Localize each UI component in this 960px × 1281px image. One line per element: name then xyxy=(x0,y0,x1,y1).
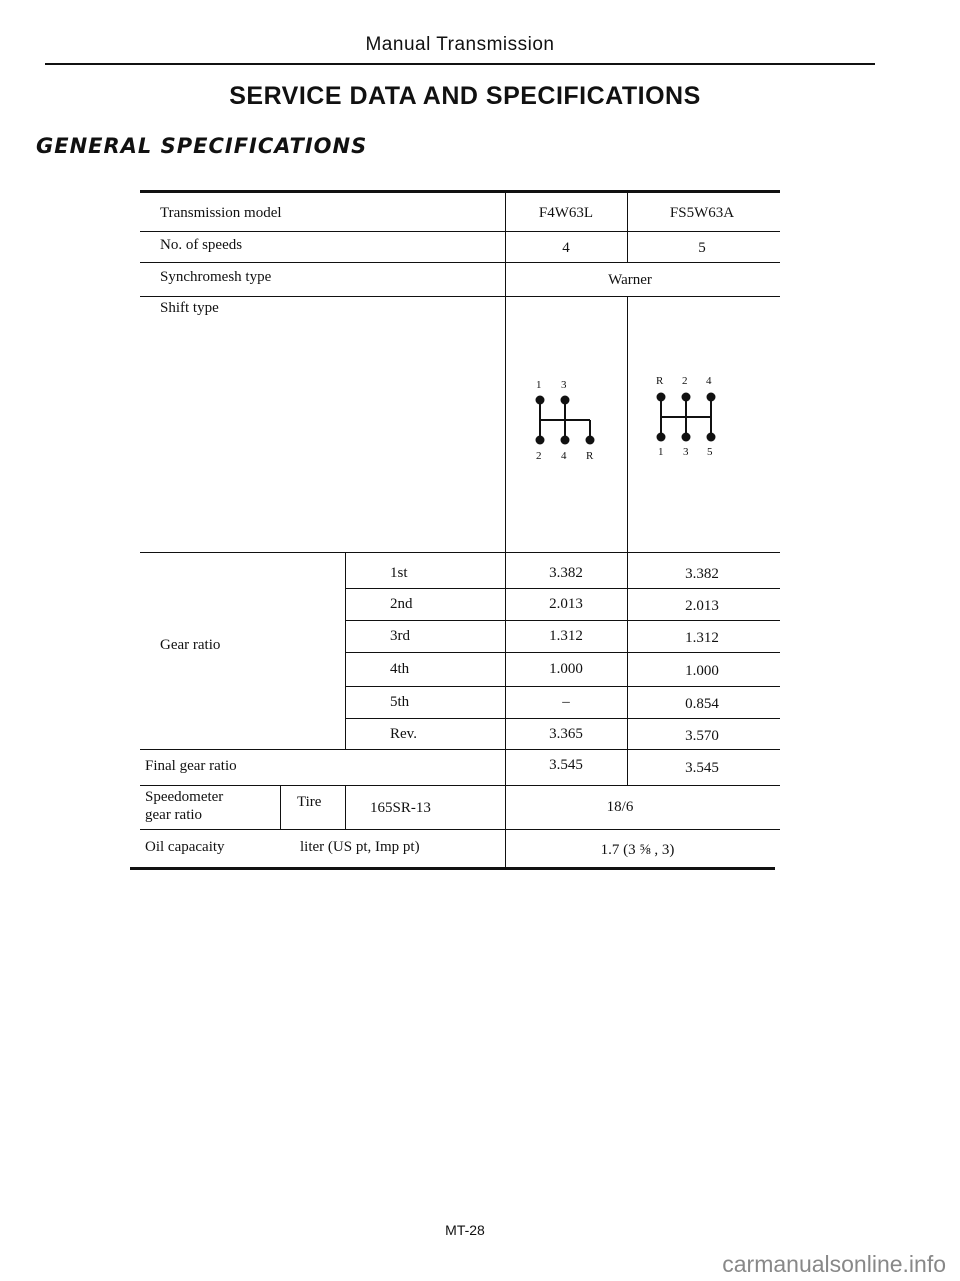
table-bottom-rule xyxy=(130,867,775,870)
gear-ratio-f4: – xyxy=(562,694,570,710)
shift-f5-bottom-5: 5 xyxy=(707,446,713,458)
shift-f5-top-4: 4 xyxy=(706,375,712,387)
row-rule xyxy=(345,588,780,589)
row-rule xyxy=(140,262,780,263)
final-gear-label: Final gear ratio xyxy=(145,758,237,774)
row-rule xyxy=(140,552,780,553)
gear-ratio-f4: 2.013 xyxy=(549,596,583,612)
gear-name: 4th xyxy=(390,661,410,677)
watermark: carmanualsonline.info xyxy=(722,1251,946,1277)
speedometer-label-line1: Speedometer xyxy=(145,789,224,805)
page-title: SERVICE DATA AND SPECIFICATIONS xyxy=(229,82,701,110)
gear-ratio-f5: 0.854 xyxy=(685,696,719,712)
gear-ratio-f4: 1.000 xyxy=(549,661,583,677)
tire-label: Tire xyxy=(297,794,322,810)
gear-ratio-f5: 3.570 xyxy=(685,728,719,744)
gear-ratio-f5: 2.013 xyxy=(685,598,719,614)
transmission-model-f5: FS5W63A xyxy=(669,205,735,221)
oil-capacity-unit: liter (US pt, Imp pt) xyxy=(300,839,420,855)
gear-ratio-f5: 3.382 xyxy=(685,566,719,582)
shift-pattern-f4-icon xyxy=(530,393,600,447)
row-rule xyxy=(140,749,780,750)
row-rule xyxy=(345,718,780,719)
shift-f5-top-2: 2 xyxy=(682,375,688,387)
shift-type-label: Shift type xyxy=(160,300,219,316)
shift-f4-top-3: 3 xyxy=(561,379,567,391)
gear-ratio-f4: 3.365 xyxy=(549,726,583,742)
oil-capacity-value: 1.7 (3 ⅝ , 3) xyxy=(600,842,675,858)
gear-name: Rev. xyxy=(390,726,417,742)
row-rule xyxy=(345,686,780,687)
final-gear-f4: 3.545 xyxy=(549,757,583,773)
table-top-rule xyxy=(140,190,780,193)
shift-f4-top-1: 1 xyxy=(536,379,542,391)
speedometer-label-line2: gear ratio xyxy=(145,807,203,823)
col-rule xyxy=(280,785,281,829)
section-title: GENERAL SPECIFICATIONS xyxy=(36,134,368,158)
shift-pattern-f5-icon xyxy=(651,390,721,444)
synchromesh-label: Synchromesh type xyxy=(160,269,272,285)
col-rule xyxy=(345,785,346,829)
shift-f4-bottom-r: R xyxy=(586,450,594,462)
row-rule xyxy=(345,652,780,653)
row-rule xyxy=(140,231,780,232)
shift-f4-bottom-2: 2 xyxy=(536,450,542,462)
transmission-model-f4: F4W63L xyxy=(538,205,594,221)
col-rule xyxy=(345,552,346,749)
oil-capacity-label: Oil capacaity xyxy=(145,839,225,855)
gear-ratio-label: Gear ratio xyxy=(160,637,221,653)
speedometer-ratio-value: 18/6 xyxy=(606,799,634,815)
gear-name: 1st xyxy=(390,565,408,581)
gear-name: 5th xyxy=(390,694,410,710)
gear-ratio-f4: 1.312 xyxy=(549,628,583,644)
speeds-f4: 4 xyxy=(562,240,570,256)
row-rule xyxy=(140,829,780,830)
gear-name: 3rd xyxy=(390,628,410,644)
gear-ratio-f4: 3.382 xyxy=(549,565,583,581)
gear-ratio-f5: 1.000 xyxy=(685,663,719,679)
row-rule xyxy=(140,296,780,297)
speeds-label: No. of speeds xyxy=(160,237,243,253)
gear-name: 2nd xyxy=(390,596,413,612)
transmission-model-label: Transmission model xyxy=(160,205,282,221)
header-rule xyxy=(45,63,875,65)
tire-size: 165SR-13 xyxy=(370,800,431,816)
gear-ratio-f5: 1.312 xyxy=(685,630,719,646)
shift-f4-bottom-4: 4 xyxy=(561,450,567,462)
shift-f5-bottom-3: 3 xyxy=(683,446,689,458)
final-gear-f5: 3.545 xyxy=(685,760,719,776)
running-header: Manual Transmission xyxy=(365,34,555,55)
page-number: MT-28 xyxy=(445,1222,485,1238)
shift-f5-bottom-1: 1 xyxy=(658,446,664,458)
row-rule xyxy=(345,620,780,621)
shift-f5-top-r: R xyxy=(656,375,664,387)
row-rule xyxy=(140,785,780,786)
speeds-f5: 5 xyxy=(698,240,706,256)
synchromesh-value: Warner xyxy=(608,272,652,288)
